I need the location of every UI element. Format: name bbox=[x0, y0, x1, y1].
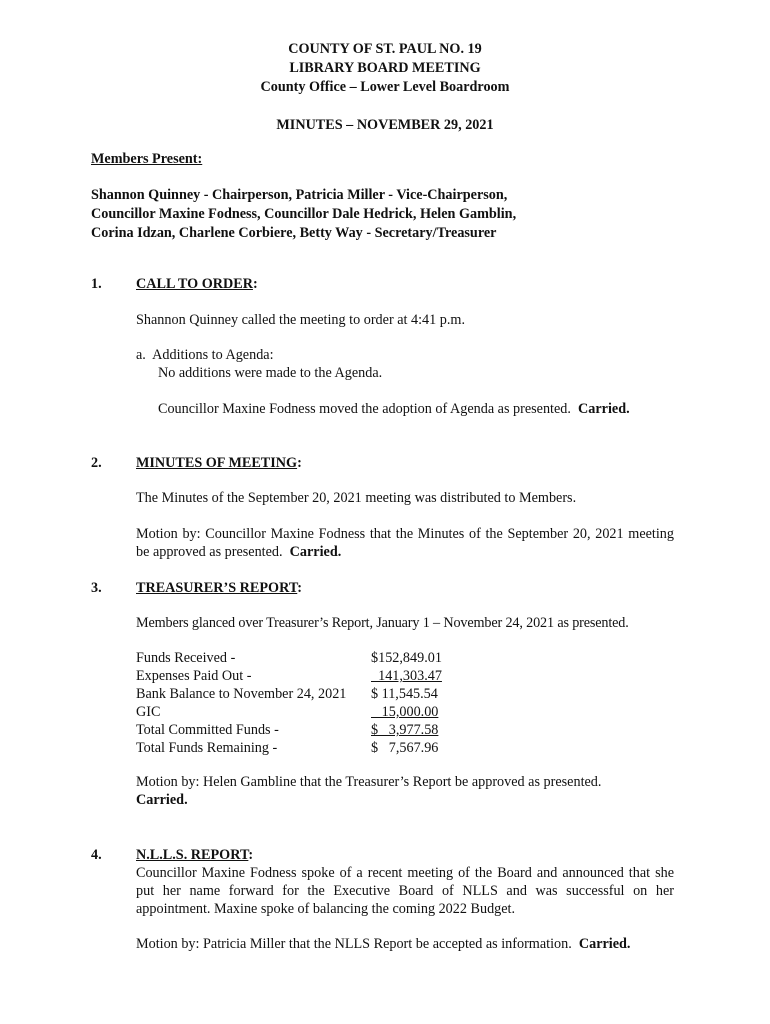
section-number: 3. bbox=[91, 580, 102, 596]
financial-row bbox=[136, 649, 449, 667]
motion-text: Councillor Maxine Fodness moved the adoption of Agenda as presented. bbox=[158, 401, 571, 417]
motion-text: Motion by: Patricia Miller that the NLLS Report be accepted as information. bbox=[136, 936, 572, 952]
financial-row bbox=[136, 739, 449, 757]
section-number: 2. bbox=[91, 455, 102, 471]
paragraph: The Minutes of the September 20, 2021 meeting was distributed to Members. bbox=[136, 490, 577, 506]
financial-label: Funds Received - bbox=[136, 650, 236, 666]
section-title-text: TREASURER’S REPORT bbox=[136, 580, 298, 596]
section-number: 4. bbox=[91, 847, 102, 863]
carried-label: Carried. bbox=[136, 792, 188, 808]
header-location: County Office – Lower Level Boardroom bbox=[260, 79, 510, 95]
carried-label: Carried. bbox=[578, 401, 630, 417]
sub-item-text: No additions were made to the Agenda. bbox=[158, 365, 383, 381]
carried-label: Carried. bbox=[578, 936, 631, 952]
section-title-text: N.L.L.S. REPORT bbox=[136, 847, 249, 863]
section-number: 1. bbox=[91, 276, 102, 292]
members-line: Corina Idzan, Charlene Corbiere, Betty Way - Secretary/Treasurer bbox=[91, 225, 497, 241]
document-header bbox=[0, 40, 770, 97]
financial-value: $ 3,977.58 bbox=[371, 722, 439, 738]
motion-text: Motion by: Helen Gambline that the Treasurer’s Report be approved as presented. bbox=[136, 774, 602, 790]
financial-label: Total Funds Remaining - bbox=[136, 740, 278, 756]
agenda-motion bbox=[136, 400, 630, 418]
nlls-motion bbox=[136, 935, 674, 953]
members-present-label: Members Present: bbox=[91, 151, 203, 167]
section-title-treasurer: TREASURER’S REPORT: bbox=[136, 580, 302, 596]
financial-label: Bank Balance to November 24, 2021 bbox=[136, 686, 347, 702]
financial-row bbox=[136, 667, 449, 685]
sub-item-label: a. Additions to Agenda: bbox=[136, 347, 274, 363]
financial-value: 141,303.47 bbox=[371, 668, 442, 684]
minutes-title: MINUTES – NOVEMBER 29, 2021 bbox=[276, 117, 494, 133]
members-list bbox=[91, 186, 516, 243]
paragraph: Shannon Quinney called the meeting to order at 4:41 p.m. bbox=[136, 312, 465, 328]
section-title-minutes: MINUTES OF MEETING: bbox=[136, 455, 302, 471]
financial-value: $ 11,545.54 bbox=[371, 686, 438, 702]
section-title-nlls: N.L.L.S. REPORT: bbox=[136, 847, 254, 863]
financial-summary bbox=[136, 649, 449, 757]
carried-label: Carried. bbox=[289, 544, 342, 560]
minutes-motion bbox=[136, 525, 674, 561]
paragraph: Councillor Maxine Fodness spoke of a recent meeting of the Board and announced that she put her name forward for the Executive Board of NLLS and was successful on her appointment. Maxine spoke of balancing the coming 2022 Budget. bbox=[136, 865, 674, 917]
financial-label: Total Committed Funds - bbox=[136, 722, 279, 738]
motion-text: Motion by: Councillor Maxine Fodness that the Minutes of the September 20, 2021 meeting be approved as presented. bbox=[136, 526, 674, 560]
financial-value: $ 7,567.96 bbox=[371, 740, 439, 756]
members-line: Councillor Maxine Fodness, Councillor Dale Hedrick, Helen Gamblin, bbox=[91, 206, 517, 222]
members-line: Shannon Quinney - Chairperson, Patricia Miller - Vice-Chairperson, bbox=[91, 187, 508, 203]
financial-label: Expenses Paid Out - bbox=[136, 668, 252, 684]
financial-label: GIC bbox=[136, 704, 161, 720]
financial-value: 15,000.00 bbox=[371, 704, 439, 720]
section-title-text: MINUTES OF MEETING bbox=[136, 455, 298, 471]
treasurer-motion bbox=[136, 773, 674, 809]
financial-value: $152,849.01 bbox=[371, 650, 442, 666]
section-title-call-to-order: CALL TO ORDER: bbox=[136, 276, 258, 292]
agenda-additions bbox=[136, 346, 382, 382]
section-title-text: CALL TO ORDER bbox=[136, 276, 253, 292]
financial-row bbox=[136, 703, 449, 721]
financial-row bbox=[136, 721, 449, 739]
financial-row bbox=[136, 685, 449, 703]
header-meeting: LIBRARY BOARD MEETING bbox=[289, 60, 481, 76]
header-county: COUNTY OF ST. PAUL NO. 19 bbox=[288, 41, 482, 57]
paragraph: Members glanced over Treasurer’s Report, January 1 – November 24, 2021 as presented. bbox=[136, 615, 629, 631]
